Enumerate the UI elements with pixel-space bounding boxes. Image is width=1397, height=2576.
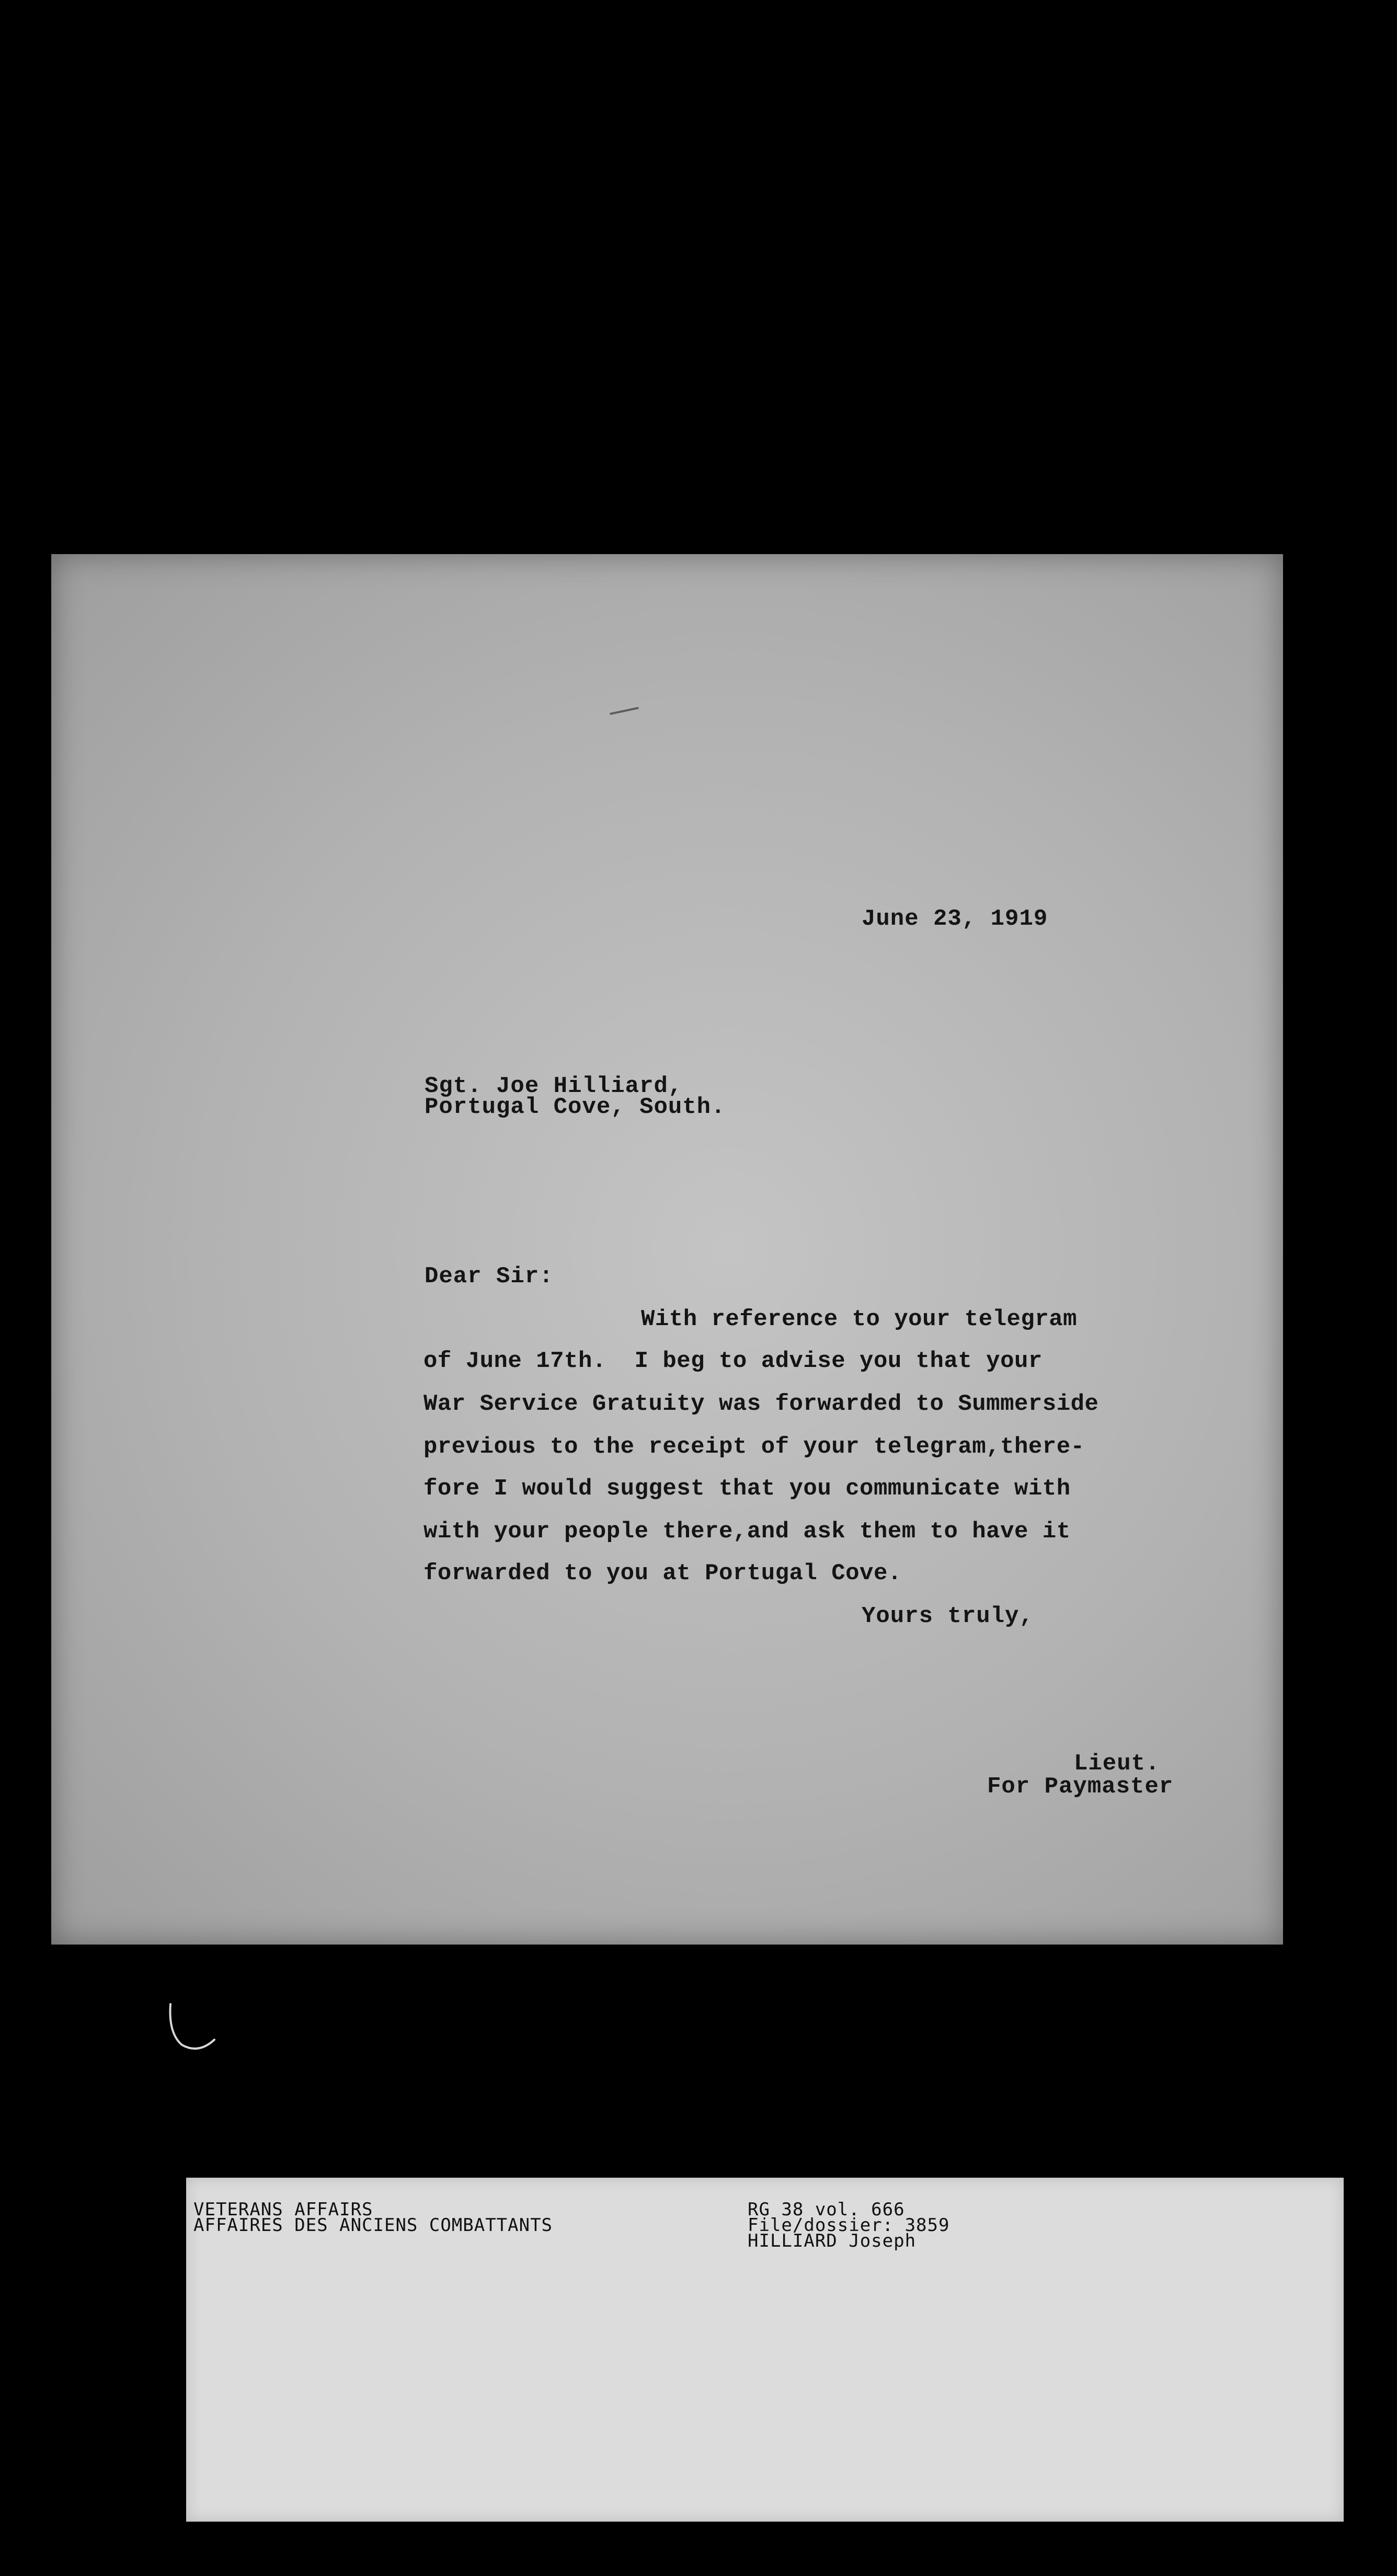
- recipient-name: Sgt. Joe Hilliard,: [425, 1073, 683, 1099]
- closing: Yours truly,: [862, 1603, 1034, 1629]
- department-fr: AFFAIRES DES ANCIENS COMBATTANTS: [193, 2215, 553, 2236]
- letter-date: June 23, 1919: [862, 906, 1048, 932]
- body-line: fore I would suggest that you communicate with: [423, 1476, 1071, 1502]
- curl-mark-icon: [166, 2002, 224, 2054]
- subject-name: HILLIARD Joseph: [748, 2230, 917, 2251]
- archive-label: [186, 2178, 1344, 2522]
- body-line: forwarded to you at Portugal Cove.: [423, 1560, 902, 1586]
- paper-scratch-mark: [610, 707, 639, 715]
- department-en: VETERANS AFFAIRS: [193, 2199, 373, 2220]
- recipient-address: Portugal Cove, South.: [425, 1094, 726, 1120]
- body-line: With reference to your telegram: [641, 1306, 1078, 1332]
- salutation: Dear Sir:: [425, 1263, 554, 1290]
- body-line: War Service Gratuity was forwarded to Summerside: [423, 1391, 1099, 1417]
- file-number: File/dossier: 3859: [748, 2215, 950, 2236]
- signature-rank: Lieut.: [1074, 1751, 1160, 1777]
- body-line: with your people there,and ask them to have it: [423, 1519, 1071, 1545]
- signature-title: For Paymaster: [987, 1774, 1174, 1800]
- body-line: of June 17th. I beg to advise you that your: [423, 1348, 1043, 1374]
- reference-number: RG 38 vol. 666: [748, 2199, 905, 2220]
- body-line: previous to the receipt of your telegram,there-: [423, 1434, 1085, 1460]
- letter-page: [51, 554, 1283, 1945]
